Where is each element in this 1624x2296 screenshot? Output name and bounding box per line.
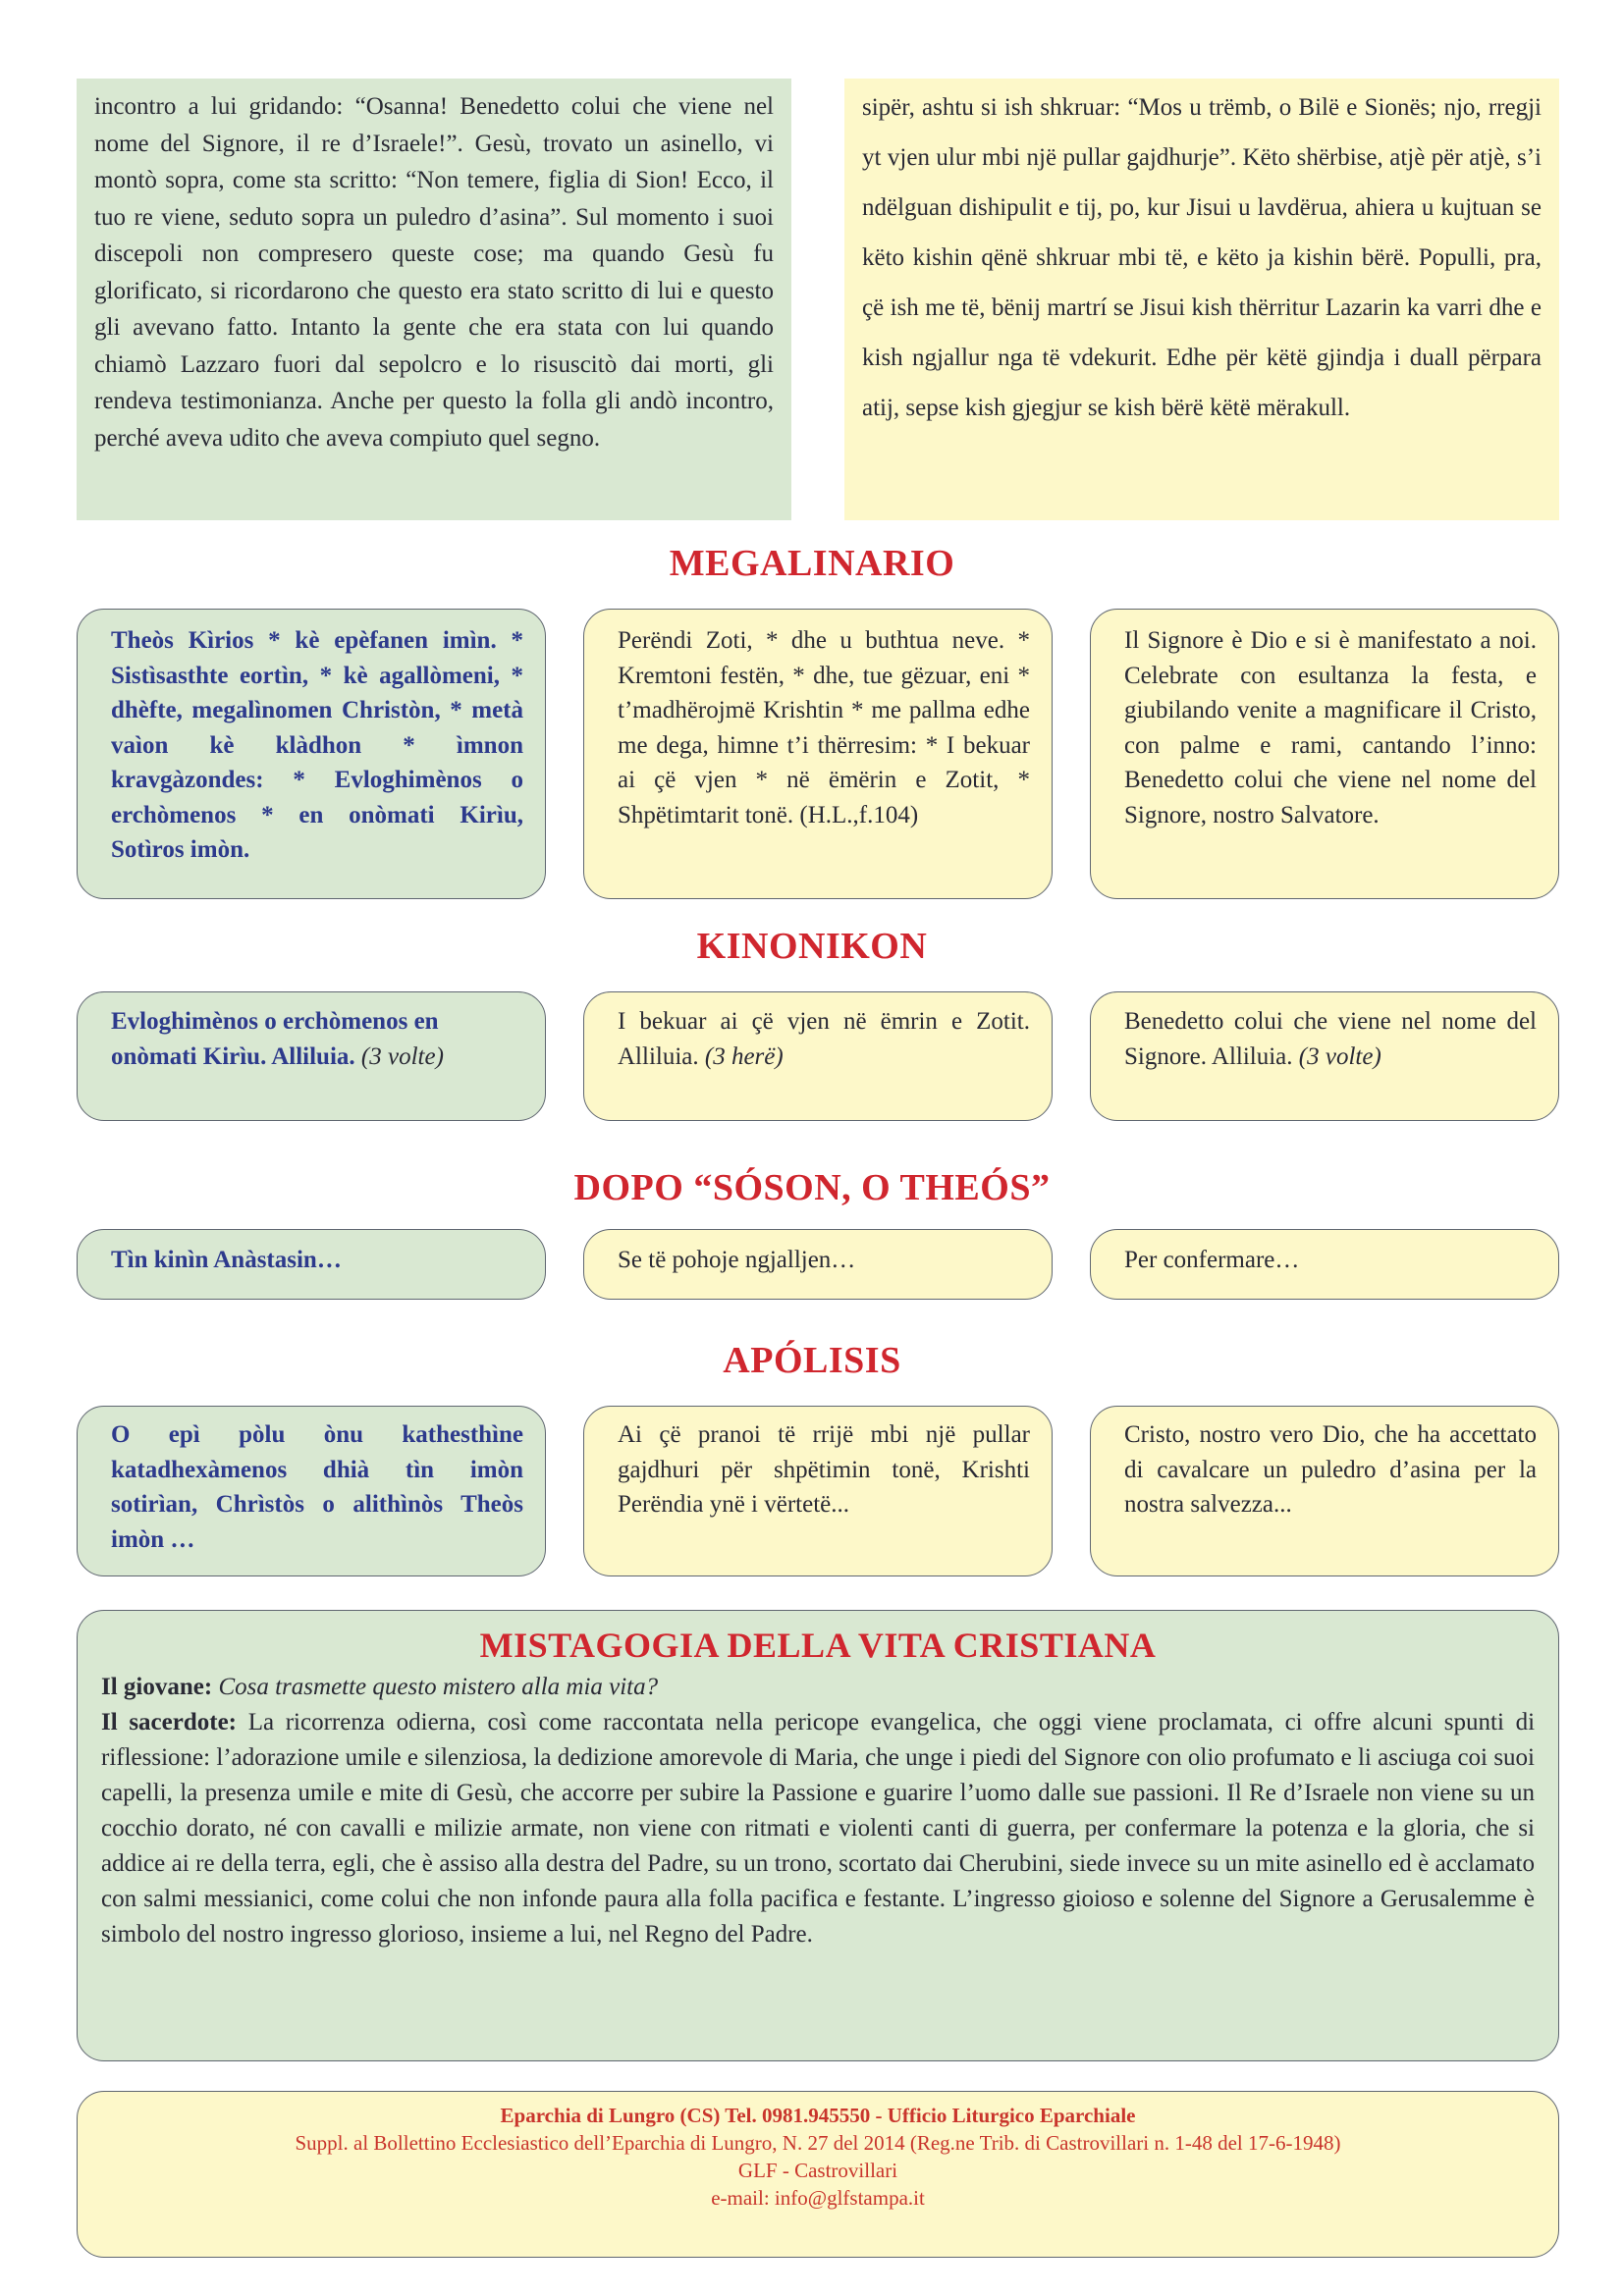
mistagogia-question	[101, 1670, 1535, 1705]
question-label: Il giovane:	[101, 1674, 213, 1700]
footer-box	[77, 2091, 1559, 2258]
answer-label: Il sacerdote:	[101, 1709, 238, 1735]
kinonikon-italian-note: (3 volte)	[1298, 1042, 1381, 1070]
kinonikon-greek-note: (3 volte)	[360, 1042, 444, 1070]
kinonikon-italian-box	[1090, 991, 1559, 1121]
megalinario-albanian-box	[583, 609, 1053, 899]
footer-printer: GLF - Castrovillari	[737, 2159, 898, 2182]
intro-albanian-text: sipër, ashtu si ish shkruar: “Mos u trëmb, o Bilë e Sionës; njo, rregji yt vjen ulur mbi një pullar gajdhurje”. Këto shërbise, atjè për atjè, s’i ndëlguan dishipulit e tij, po, kur Jisui u lavdërua, ahiera u kujtuan se këto kishin qënë shkruar mbi të, e këto ja kishin bërë. Populli, pra, çë ish me të, bënij martrí se Jisui kish thërritur Lazarin ka varri dhe e kish ngjallur nga të vdekurit. Edhe për këtë gjindja i duall përpara atij, sepse kish gjegjur se kish bërë këtë mërakull.	[862, 94, 1542, 421]
dopo-albanian-text: Se të pohoje ngjalljen…	[618, 1247, 856, 1273]
dopo-greek-box	[77, 1229, 546, 1300]
kinonikon-italian-text: Benedetto colui che viene nel nome del Signore. Alliluia.	[1124, 1008, 1537, 1070]
megalinario-greek-box	[77, 609, 546, 899]
intro-italian-text: incontro a lui gridando: “Osanna! Benedetto colui che viene nel nome del Signore, il re d’Israele!”. Gesù, trovato un asinello, vi montò sopra, come sta scritto: “Non temere, figlia di Sion! Ecco, il tuo re viene, seduto sopra un puledro d’asina”. Sul momento i suoi discepoli non compresero queste cose; ma quando Gesù fu glorificato, si ricordarono che questo era stato scritto di lui e questo gli avevano fatto. Intanto la gente che era stata con lui quando chiamò Lazzaro fuori dal sepolcro e lo risuscitò dai morti, gli rendeva testimonianza. Anche per questo la folla gli andò incontro, perché aveva udito che aveva compiuto quel segno.	[94, 93, 774, 452]
dopo-greek-text: Tìn kinìn Anàstasin…	[111, 1247, 342, 1273]
megalinario-italian-box	[1090, 609, 1559, 899]
dopo-albanian-box	[583, 1229, 1053, 1300]
kinonikon-greek-text: Evloghimènos o erchòmenos en onòmati Kirìu. Alliluia.	[111, 1008, 439, 1070]
intro-albanian-box	[844, 79, 1559, 520]
megalinario-italian-text: Il Signore è Dio e si è manifestato a noi. Celebrate con esultanza la festa, e giubilando venite a magnificare il Cristo, con palme e rami, cantando l’inno: Benedetto colui che viene nel nome del Signore, nostro Salvatore.	[1124, 627, 1537, 828]
apolisis-italian-text: Cristo, nostro vero Dio, che ha accettato di cavalcare un puledro d’asina per la nostra salvezza...	[1124, 1421, 1537, 1518]
question-text: Cosa trasmette questo mistero alla mia vita?	[218, 1674, 659, 1700]
dopo-italian-box	[1090, 1229, 1559, 1300]
apolisis-title: APÓLISIS	[723, 1340, 901, 1381]
answer-text: La ricorrenza odierna, così come raccontata nella pericope evangelica, che oggi viene proclamata, ci offre alcuni spunti di riflessione: l’adorazione umile e silenziosa, la dedizione amorevole di Maria, che unge i piedi del Signore con olio profumato e li asciuga coi suoi capelli, la presenza umile e mite di Gesù, che accorre per subire la Passione e guarire l’uomo dalle sue passioni. Il Re d’Israele non viene su un cocchio dorato, né con cavalli e milizie armate, non viene con ritmati e violenti canti di guerra, per confermare la potenza e la gloria, che si addice ai re della terra, egli, che è assiso alla destra del Padre, su un trono, scortato dai Cherubini, siede invece su un mite asinello ed è acclamato con salmi messianici, come colui che non infonde paura alla folla pacifica e festante. L’ingresso gioioso e solenne del Signore a Gerusalemme è simbolo del nostro ingresso glorioso, insieme a lui, nel Regno del Padre.	[101, 1709, 1536, 1948]
kinonikon-albanian-text: I bekuar ai çë vjen në ëmrin e Zotit. Alliluia.	[618, 1008, 1030, 1070]
mistagogia-title: MISTAGOGIA DELLA VITA CRISTIANA	[479, 1626, 1157, 1665]
dopo-title: DOPO “SÓSON, O THEÓS”	[573, 1167, 1051, 1208]
kinonikon-albanian-note: (3 herë)	[704, 1042, 784, 1070]
footer-eparchia: Eparchia di Lungro (CS) Tel. 0981.945550 - Ufficio Liturgico Eparchiale	[500, 2104, 1136, 2127]
megalinario-albanian-text: Perëndi Zoti, * dhe u buthtua neve. * Kremtoni festën, * dhe, tue gëzuar, eni * t’madhërojmë Krishtin * me pallma edhe me dega, himne t’i thërresim: * I bekuar ai çë vjen * në ëmërin e Zotit, * Shpëtimtarit tonë. (H.L.,f.104)	[618, 627, 1030, 828]
kinonikon-title: KINONIKON	[696, 926, 928, 967]
apolisis-albanian-box	[583, 1406, 1053, 1576]
footer-email: e-mail: info@glfstampa.it	[711, 2186, 925, 2210]
apolisis-albanian-text: Ai çë pranoi të rrijë mbi një pullar gajdhuri për shpëtimin tonë, Krishti Perëndia ynë i vërtetë...	[618, 1421, 1030, 1518]
kinonikon-greek-box	[77, 991, 546, 1121]
kinonikon-albanian-box	[583, 991, 1053, 1121]
apolisis-greek-box	[77, 1406, 546, 1576]
intro-italian-box	[77, 79, 791, 520]
megalinario-greek-text: Theòs Kìrios * kè epèfanen imìn. * Sistìsasthte eortìn, * kè agallòmeni, * dhèfte, megalìnomen Christòn, * metà vaìon kè klàdhon * ìmnon kravgàzondes: * Evloghimènos o erchòmenos * en onòmati Kirìu, Sotìros imòn.	[111, 627, 523, 863]
mistagogia-box	[77, 1610, 1559, 2061]
mistagogia-answer	[101, 1705, 1535, 1952]
footer-supplement: Suppl. al Bollettino Ecclesiastico dell’Eparchia di Lungro, N. 27 del 2014 (Reg.ne Trib. di Castrovillari n. 1-48 del 17-6-1948)	[295, 2131, 1341, 2155]
megalinario-title: MEGALINARIO	[669, 543, 955, 584]
apolisis-greek-text: O epì pòlu ònu kathesthìne katadhexàmenos dhià tìn imòn sotirìan, Chrìstòs o alithìnòs Theòs imòn …	[111, 1421, 523, 1553]
dopo-italian-text: Per confermare…	[1124, 1247, 1300, 1273]
apolisis-italian-box	[1090, 1406, 1559, 1576]
